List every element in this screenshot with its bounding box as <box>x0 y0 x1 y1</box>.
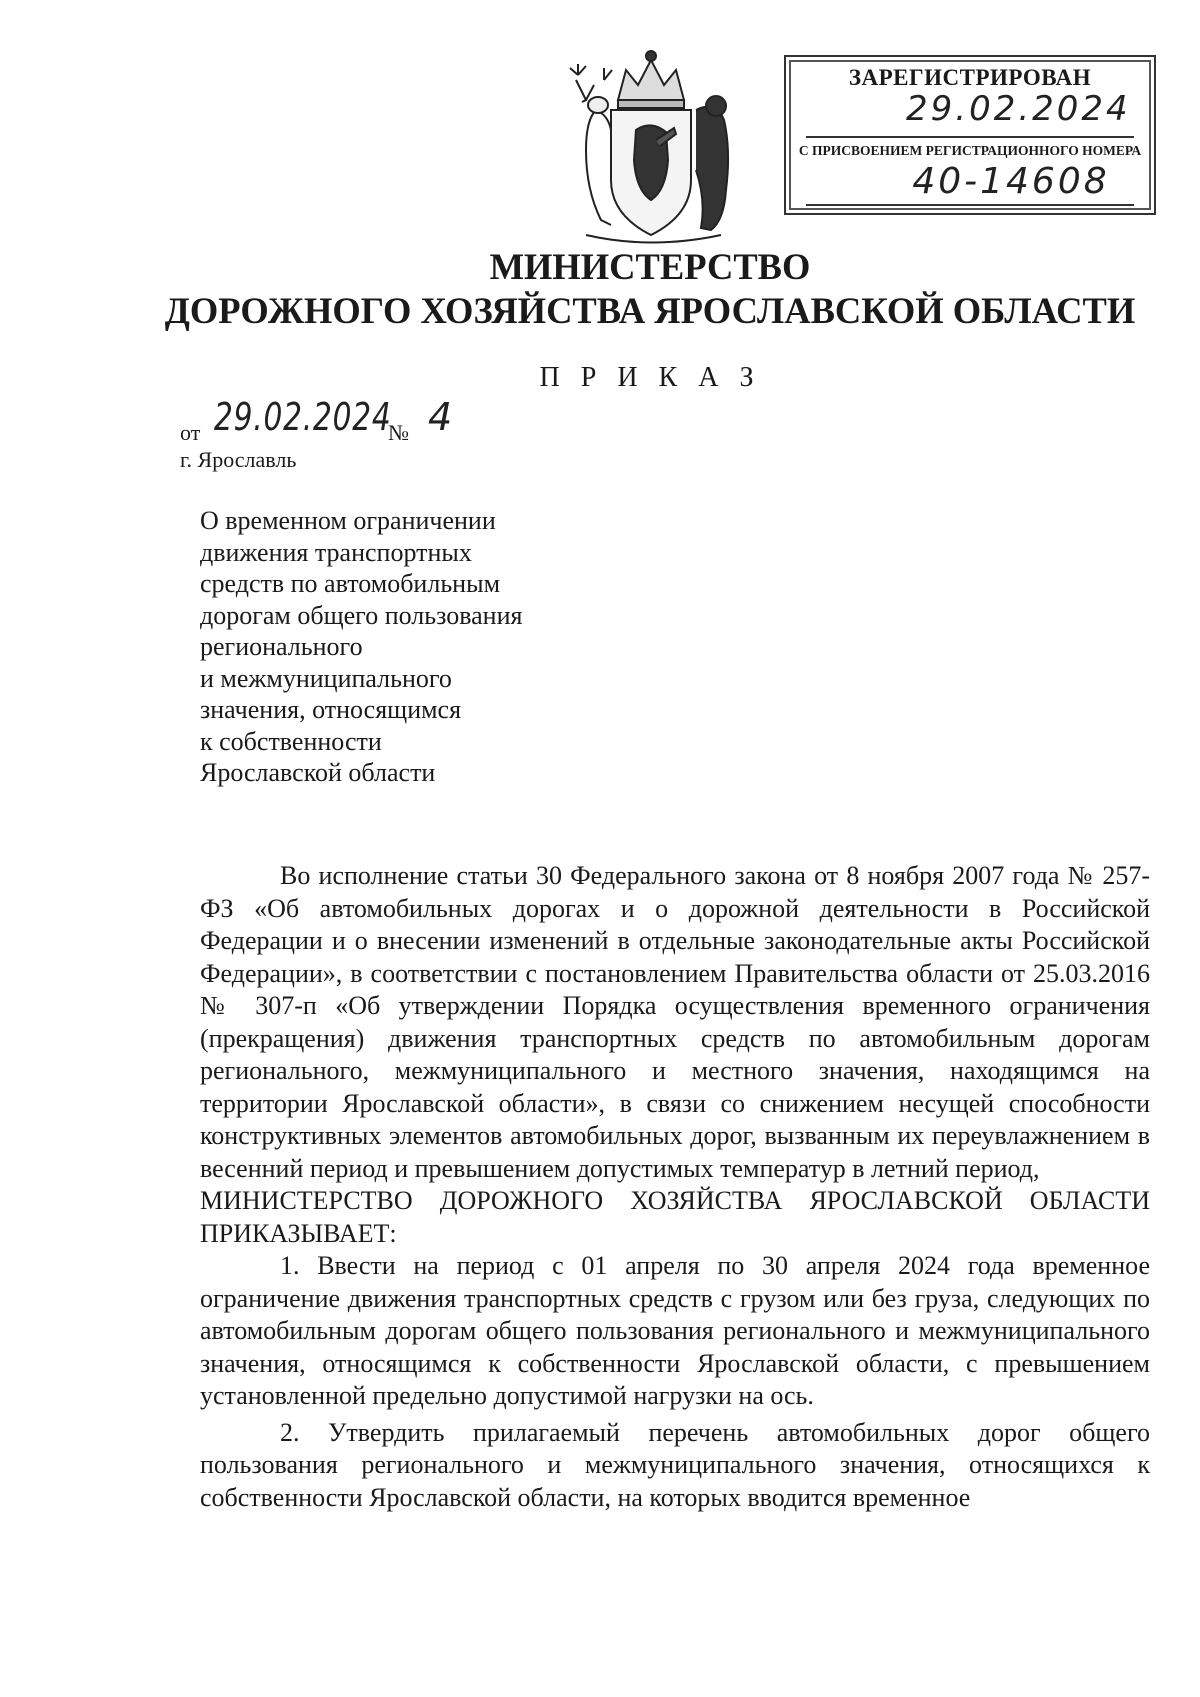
stamp-date: 29.02.2024 <box>906 89 1131 129</box>
handwritten-number: 4 <box>428 395 453 439</box>
subject-line: средств по автомобильным <box>200 569 501 598</box>
subject-line: движения транспортных <box>200 537 472 567</box>
date-number-line <box>180 395 600 445</box>
preamble-paragraph: Во исполнение статьи 30 Федерального закона от 8 ноября 2007 года № 257-ФЗ «Об автомобильных дорогах и о дорожной деятельности в Российской Федерации и о внесении изменений в отдельные законодательные акты Российской Федерации», в соответствии с постановлением Правительства области от 25.03.2016 № 307-п «Об утверждении Порядка осуществления временного ограничения (прекращения) движения транспортных средств по автомобильным дорогам регионального, межмуниципального и местного значения, находящимся на территории Ярославской области», в связи со снижением несущей способности конструктивных элементов автомобильных дорог, вызванным их переувлажнением в весенний период и превышением допустимых температур в летний период, <box>200 861 1150 1183</box>
stamp-subtitle: С ПРИСВОЕНИЕМ РЕГИСТРАЦИОННОГО НОМЕРА <box>798 143 1142 158</box>
number-prefix: № <box>388 420 409 445</box>
subject-line: к собственности <box>200 726 382 756</box>
registration-stamp <box>784 55 1156 215</box>
item-2-paragraph: 2. Утвердить прилагаемый перечень автомобильных дорог общего пользования регионального и межмуниципального значения, относящихся к собственности Ярославской области, на которых вводится временное <box>200 1417 1150 1512</box>
stamp-divider <box>806 136 1134 138</box>
document-type: П Р И К А З <box>539 362 761 393</box>
subject-line: значения, относящимся <box>200 695 462 724</box>
coat-of-arms <box>556 40 746 250</box>
subject-line: О временном ограничении <box>200 506 496 535</box>
ministry-line-2: ДОРОЖНОГО ХОЗЯЙСТВА ЯРОСЛАВСКОЙ ОБЛАСТИ <box>164 290 1136 331</box>
document-body <box>200 860 1150 1514</box>
subject-line: дорогам общего пользования <box>200 600 523 630</box>
item-1-paragraph: 1. Ввести на период с 01 апреля по 30 апреля 2024 года временное ограничение движения транспортных средств с грузом или без груза, следующих по автомобильным дорогам общего пользования регионального и межмуниципального значения, относящимся к собственности Ярославской области, с превышением установленной предельно допустимой нагрузки на ось. <box>200 1251 1150 1410</box>
document-subject <box>200 505 522 789</box>
subject-line: регионального <box>200 632 363 661</box>
stamp-title: ЗАРЕГИСТРИРОВАН <box>848 65 1092 90</box>
ministry-title <box>100 245 1200 333</box>
ministry-line-1: МИНИСТЕРСТВО <box>489 246 811 287</box>
orders-statement: МИНИСТЕРСТВО ДОРОЖНОГО ХОЗЯЙСТВА ЯРОСЛАВСКОЙ ОБЛАСТИ ПРИКАЗЫВАЕТ: <box>200 1186 1150 1248</box>
subject-line: и межмуниципального <box>200 663 452 693</box>
city: г. Ярославль <box>180 447 297 472</box>
date-prefix: от <box>180 420 201 445</box>
subject-line: Ярославской области <box>200 758 436 787</box>
stamp-divider <box>806 204 1134 206</box>
handwritten-date: 29.02.2024 <box>214 395 392 439</box>
stamp-number: 40-14608 <box>912 161 1110 202</box>
